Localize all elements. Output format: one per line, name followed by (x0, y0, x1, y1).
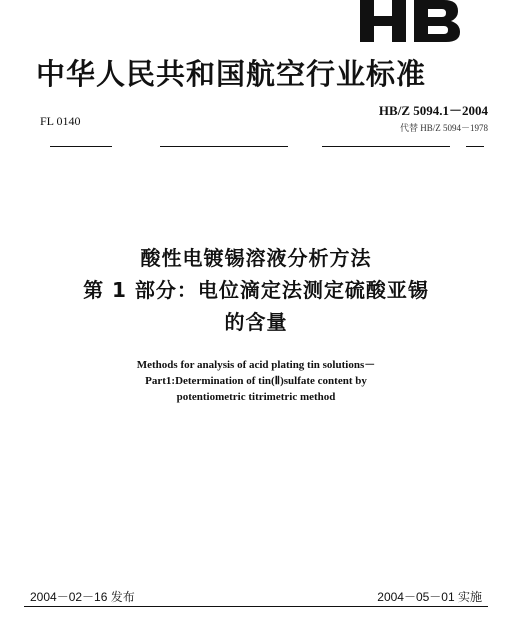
header-rule-4 (466, 146, 484, 147)
chinese-title-line-3: 的含量 (224, 310, 288, 334)
header-rule-1 (50, 146, 112, 147)
standard-title: 中华人民共和国航空行业标准 (36, 57, 427, 91)
footer-rule (24, 606, 488, 607)
ics-code: FL 0140 (40, 114, 81, 128)
replaces-note: 代替 HB/Z 5094－1978 (399, 123, 488, 133)
release-date: 2004－02－16 发布 (30, 590, 135, 604)
header-rule-2 (160, 146, 288, 147)
standard-number: HB/Z 5094.1－2004 (378, 103, 488, 118)
english-title (0, 357, 512, 405)
chinese-title (0, 242, 512, 338)
implement-date: 2004－05－01 实施 (377, 590, 482, 604)
chinese-title-line-2: 第 1 部分：电位滴定法测定硫酸亚锡 (83, 278, 429, 302)
english-title-line-2: Part1:Determination of tin(Ⅱ)sulfate content by (145, 375, 367, 387)
english-title-line-3: potentiometric titrimetric method (176, 391, 336, 403)
chinese-title-line-1: 酸性电镀锡溶液分析方法 (140, 246, 372, 270)
hb-logo (358, 0, 462, 44)
header-rule-3 (322, 146, 450, 147)
english-title-line-1: Methods for analysis of acid plating tin solutions－ (136, 359, 376, 371)
standard-number-block (379, 100, 488, 134)
